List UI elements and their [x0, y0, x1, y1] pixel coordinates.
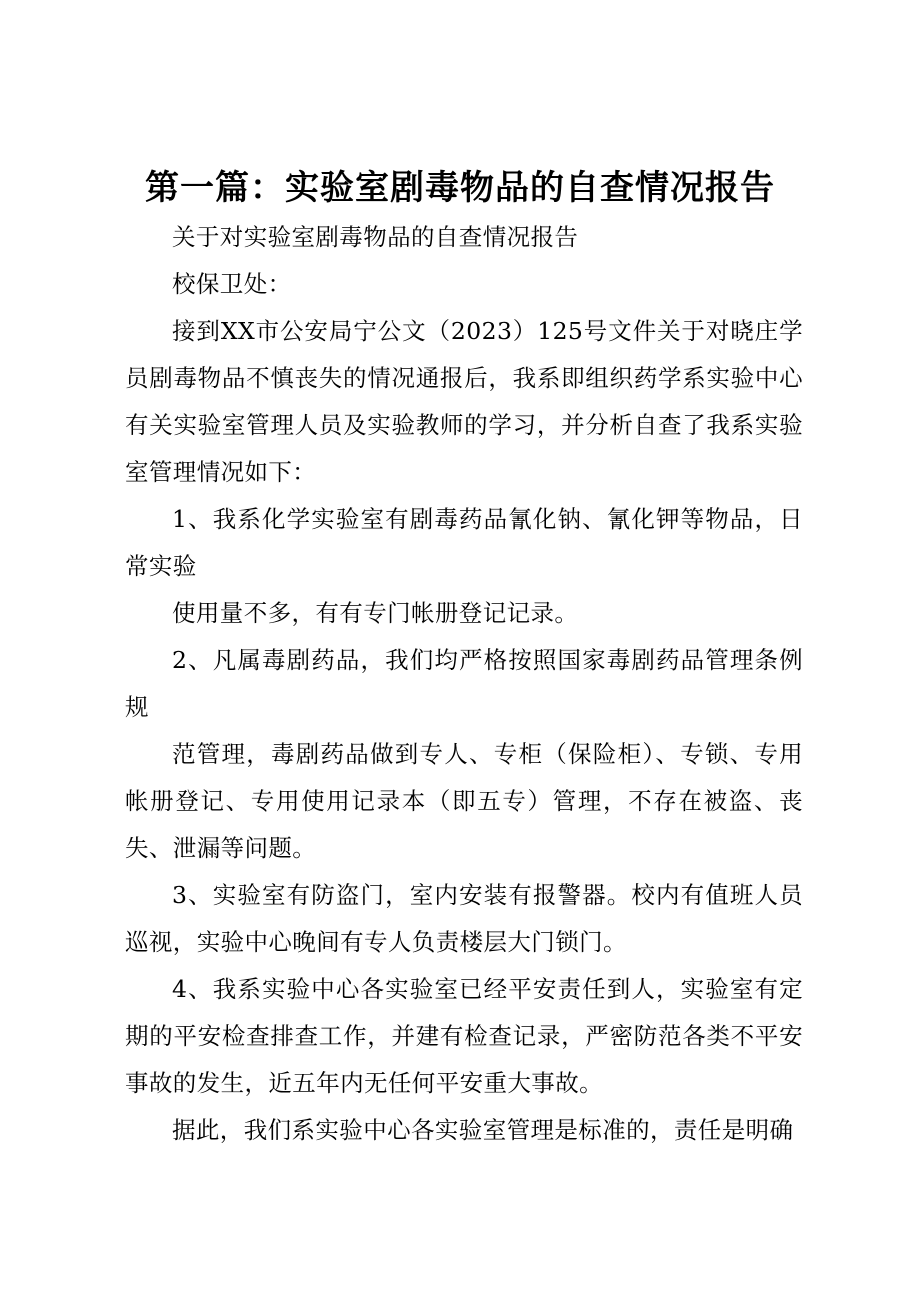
paragraph-item-1: 1、我系化学实验室有剧毒药品氰化钠、氰化钾等物品，日常实验 [125, 505, 803, 580]
document-body [125, 214, 803, 1154]
paragraph-item-2-cont: 范管理，毒剧药品做到专人、专柜（保险柜）、专锁、专用帐册登记、专用使用记录本（即五专）管理，不存在被盗、丧失、泄漏等问题。 [125, 740, 803, 862]
paragraph-conclusion: 据此，我们系实验中心各实验室管理是标准的，责任是明确 [172, 1116, 794, 1144]
paragraph-item-2: 2、凡属毒剧药品，我们均严格按照国家毒剧药品管理条例规 [125, 646, 803, 721]
paragraph-heading: 关于对实验室剧毒物品的自查情况报告 [172, 223, 579, 251]
paragraph-intro: 接到XX市公安局宁公文（2023）125号文件关于对晓庄学员剧毒物品不慎丧失的情况通报后，我系即组织药学系实验中心有关实验室管理人员及实验教师的学习，并分析自查了我系实验室管理情况如下： [125, 317, 803, 486]
paragraph-item-3: 3、实验室有防盗门，室内安装有报警器。校内有值班人员巡视，实验中心晚间有专人负责楼层大门锁门。 [125, 881, 803, 956]
paragraph-addressee: 校保卫处： [172, 270, 292, 298]
document-title: 第一篇：实验室剧毒物品的自查情况报告 [145, 168, 775, 208]
paragraph-item-1-cont: 使用量不多，有有专门帐册登记记录。 [172, 599, 579, 627]
paragraph-item-4: 4、我系实验中心各实验室已经平安责任到人，实验室有定期的平安检查排查工作，并建有检查记录，严密防范各类不平安事故的发生，近五年内无任何平安重大事故。 [125, 975, 803, 1097]
